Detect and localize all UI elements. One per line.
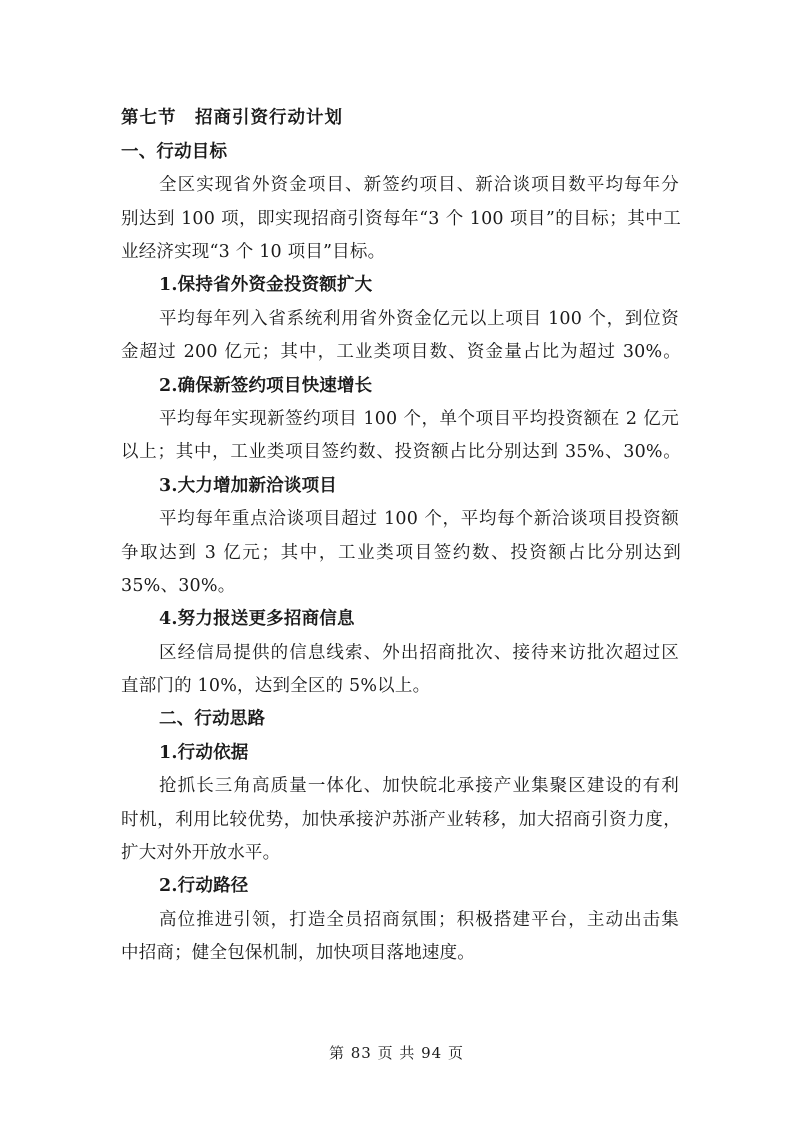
subheading-goal-2: 2.确保新签约项目快速增长 [159, 376, 373, 396]
subheading-goal-3: 3.大力增加新洽谈项目 [159, 476, 337, 496]
approach-1-line-3: 扩大对外开放水平。 [121, 843, 281, 863]
approach-1-line-2: 时机，利用比较优势，加快承接沪苏浙产业转移，加大招商引资力度， [121, 810, 681, 830]
goals-intro-line-3: 业经济实现“3 个 10 项目”目标。 [121, 242, 386, 262]
goals-intro-line-1: 全区实现省外资金项目、新签约项目、新洽谈项目数平均每年分 [159, 175, 679, 195]
goal-4-line-1: 区经信局提供的信息线索、外出招商批次、接待来访批次超过区 [159, 643, 679, 663]
goal-2-line-2: 以上；其中，工业类项目签约数、投资额占比分别达到 35%、30%。 [121, 442, 681, 462]
goal-2-line-1: 平均每年实现新签约项目 100 个，单个项目平均投资额在 2 亿元 [159, 409, 679, 429]
subheading-goal-1: 1.保持省外资金投资额扩大 [159, 275, 373, 295]
heading-approach: 二、行动思路 [159, 709, 266, 729]
heading-goals: 一、行动目标 [121, 142, 228, 162]
subheading-goal-4: 4.努力报送更多招商信息 [159, 609, 355, 629]
goal-3-line-3: 35%、30%。 [121, 576, 236, 596]
goal-1-line-1: 平均每年列入省系统利用省外资金亿元以上项目 100 个，到位资 [159, 309, 679, 329]
page-footer: 第 83 页 共 94 页 [328, 1044, 464, 1062]
section-title: 第七节 招商引资行动计划 [121, 108, 343, 128]
goal-3-line-2: 争取达到 3 亿元；其中，工业类项目签约数、投资额占比分别达到 [121, 543, 681, 563]
approach-1-line-1: 抢抓长三角高质量一体化、加快皖北承接产业集聚区建设的有利 [159, 776, 679, 796]
goals-intro-line-2: 别达到 100 项，即实现招商引资每年“3 个 100 项目”的目标；其中工 [121, 209, 681, 229]
goal-4-line-2: 直部门的 10%，达到全区的 5%以上。 [121, 676, 431, 696]
approach-2-line-1: 高位推进引领，打造全员招商氛围；积极搭建平台，主动出击集 [159, 910, 679, 930]
subheading-approach-1: 1.行动依据 [159, 743, 249, 763]
subheading-approach-2: 2.行动路径 [159, 876, 249, 896]
approach-2-line-2: 中招商；健全包保机制，加快项目落地速度。 [121, 943, 475, 963]
goal-1-line-2: 金超过 200 亿元；其中，工业类项目数、资金量占比为超过 30%。 [121, 342, 681, 362]
goal-3-line-1: 平均每年重点洽谈项目超过 100 个，平均每个新洽谈项目投资额 [159, 509, 679, 529]
